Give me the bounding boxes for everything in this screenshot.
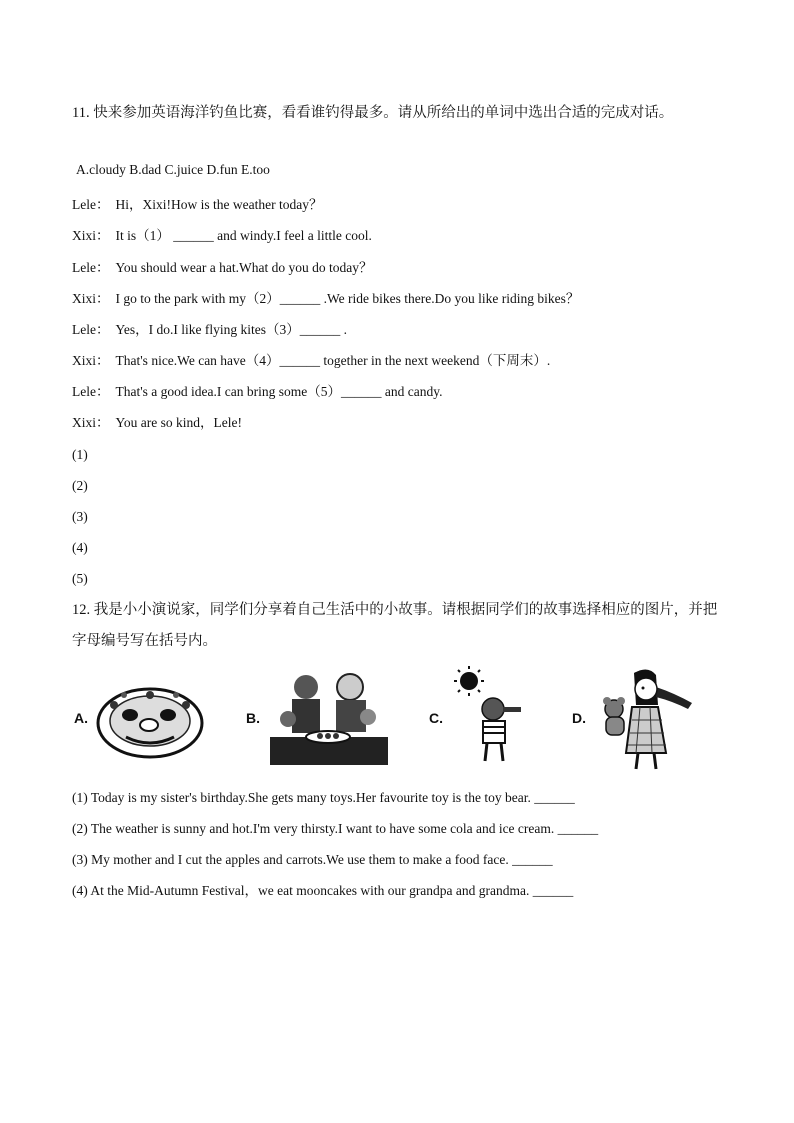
dialogue-text: It is（1） ______ and windy.I feel a little cool. <box>115 228 372 243</box>
boy-sunny-drink-icon <box>451 665 531 770</box>
speaker-name: Lele： <box>72 384 110 399</box>
q12-sentence: (2) The weather is sunny and hot.I'm very thirsty.I want to have some cola and ice cream. ______ <box>72 821 599 836</box>
answer-number: (2) <box>72 478 88 493</box>
girl-toy-bear-icon <box>596 665 696 773</box>
dialogue-line <box>72 414 242 432</box>
speaker-name: Lele： <box>72 197 110 212</box>
dialogue-text: I go to the park with my（2）______ .We ride bikes there.Do you like riding bikes？ <box>115 291 580 306</box>
dialogue-text: Hi，Xixi!How is the weather today？ <box>115 197 323 212</box>
picture-label: B. <box>246 710 260 726</box>
food-face-plate-icon <box>94 675 206 765</box>
dialogue-text: That's nice.We can have（4）______ together in the next weekend（下周末）. <box>115 353 551 368</box>
dialogue-line <box>72 383 442 401</box>
q12-sentence: (4) At the Mid-Autumn Festival，we eat mooncakes with our grandpa and grandma. ______ <box>72 883 574 898</box>
dialogue-line <box>72 196 322 214</box>
picture-a <box>72 665 222 775</box>
dialogue-text: That's a good idea.I can bring some（5）______ and candy. <box>115 384 443 399</box>
dialogue-line <box>72 259 372 277</box>
q11-options: A.cloudy B.dad C.juice D.fun E.too <box>76 162 270 177</box>
picture-b <box>244 665 394 775</box>
q12-title: 12. 我是小小演说家，同学们分享着自己生活中的小故事。请根据同学们的故事选择相应的图片，并把字母编号写在括号内。 <box>72 602 718 649</box>
picture-label: A. <box>74 710 88 726</box>
speaker-name: Xixi： <box>72 415 110 430</box>
answer-number: (3) <box>72 509 88 524</box>
speaker-name: Lele： <box>72 322 110 337</box>
picture-label: D. <box>572 710 586 726</box>
dialogue-text: You are so kind，Lele! <box>115 415 242 430</box>
picture-options <box>72 665 722 775</box>
dialogue-line <box>72 290 579 308</box>
dialogue-line <box>72 321 347 339</box>
answer-number: (1) <box>72 447 88 462</box>
q12-sentence: (3) My mother and I cut the apples and carrots.We use them to make a food face. ______ <box>72 852 553 867</box>
speaker-name: Lele： <box>72 260 110 275</box>
dialogue-line <box>72 352 550 370</box>
speaker-name: Xixi： <box>72 353 110 368</box>
dialogue-text: You should wear a hat.What do you do today？ <box>115 260 373 275</box>
speaker-name: Xixi： <box>72 291 110 306</box>
picture-d <box>572 665 722 775</box>
picture-c <box>429 665 549 775</box>
dialogue-line <box>72 227 372 245</box>
dialogue-text: Yes，I do.I like flying kites（3）______ . <box>115 322 347 337</box>
q12-sentence: (1) Today is my sister's birthday.She gets many toys.Her favourite toy is the toy bear. ______ <box>72 790 575 805</box>
q11-title: 11. 快来参加英语海洋钓鱼比赛，看看谁钓得最多。请从所给出的单词中选出合适的完成对话。 <box>72 105 674 121</box>
speaker-name: Xixi： <box>72 228 110 243</box>
answer-number: (5) <box>72 571 88 586</box>
answer-number: (4) <box>72 540 88 555</box>
family-mooncake-icon <box>268 667 390 767</box>
picture-label: C. <box>429 710 443 726</box>
